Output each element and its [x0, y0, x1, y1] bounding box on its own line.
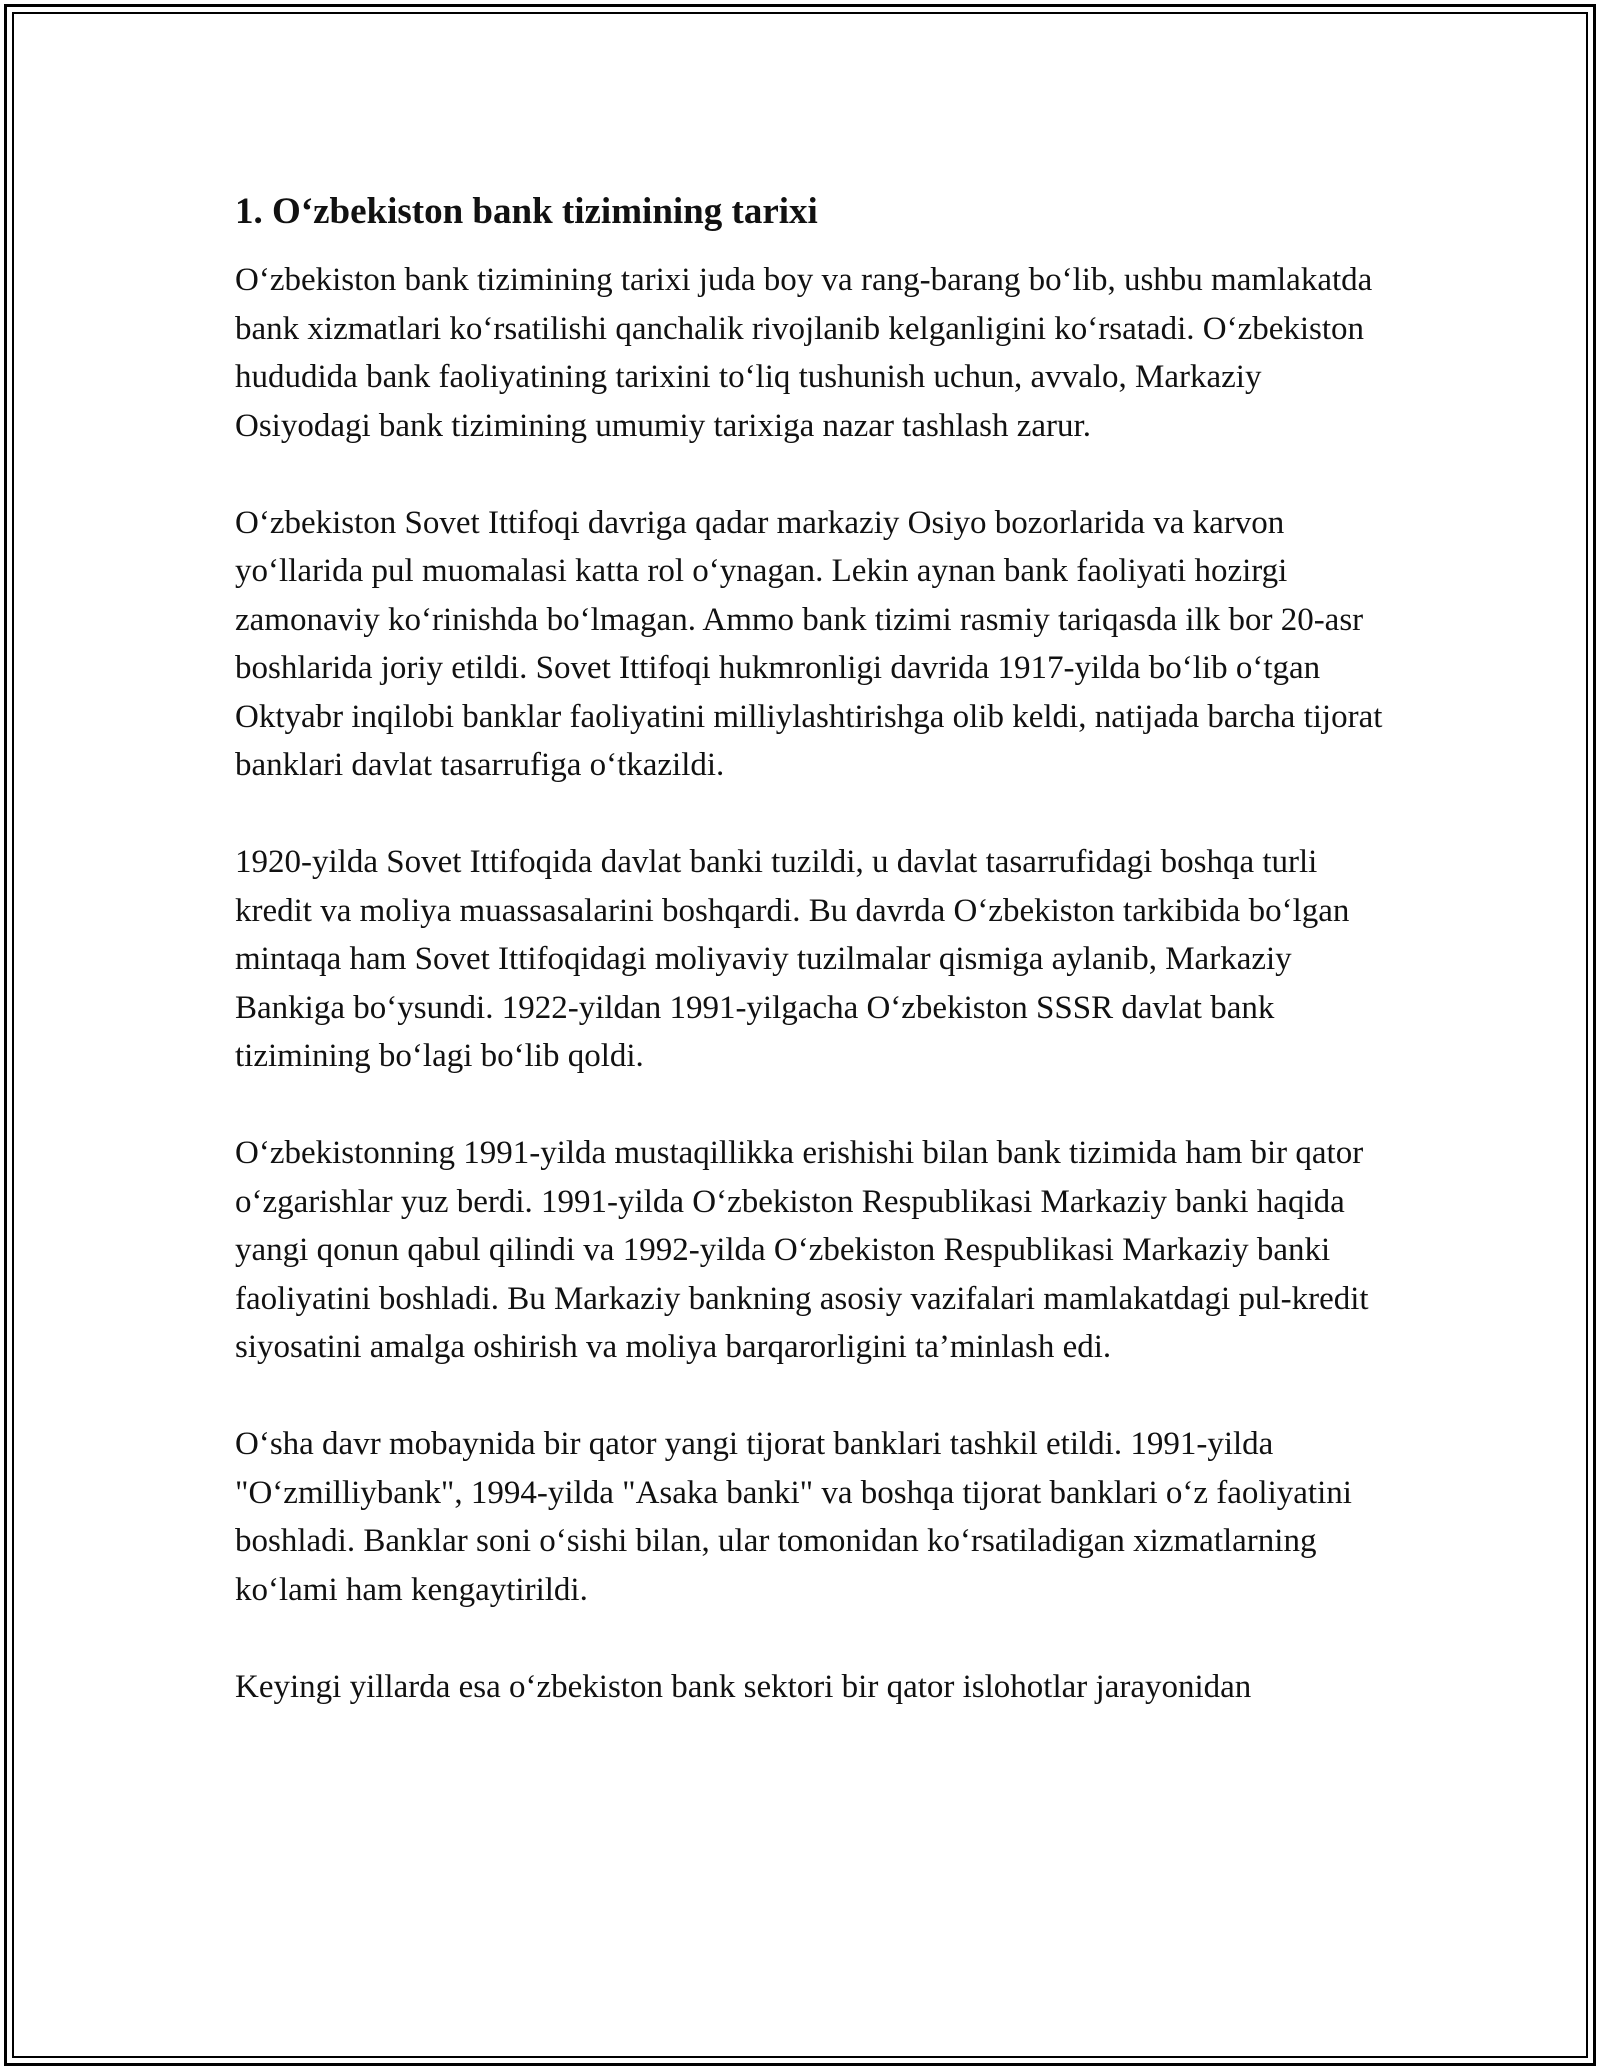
paragraph-4: Oʻzbekistonning 1991-yilda mustaqillikka erishishi bilan bank tizimida ham bir qator oʻzgarishlar yuz berdi. 1991-yilda Oʻzbekiston Respublikasi Markaziy banki haqida yangi qonun qabul qilindi va 1992-yilda Oʻzbekiston Respublikasi Markaziy banki faoliyatini boshladi. Bu Markaziy bankning asosiy vazifalari mamlakatdagi pul-kredit siyosatini amalga oshirish va moliya barqarorligini ta’minlash edi. [235, 1135, 1369, 1365]
paragraph-1: Oʻzbekiston bank tizimining tarixi juda boy va rang-barang boʻlib, ushbu mamlakatda bank xizmatlari koʻrsatilishi qanchalik rivojlanib kelganligini koʻrsatadi. Oʻzbekiston hududida bank faoliyatining tarixini toʻliq tushunish uchun, avvalo, Markaziy Osiyodagi bank tizimining umumiy tarixiga nazar tashlash zarur. [235, 262, 1373, 444]
paragraph-5: Oʻsha davr mobaynida bir qator yangi tijorat banklari tashkil etildi. 1991-yilda "Oʻzmilliybank", 1994-yilda "Asaka banki" va boshqa tijorat banklari oʻz faoliyatini boshladi. Banklar soni oʻsishi bilan, ular tomonidan koʻrsatiladigan xizmatlarning koʻlami ham kengaytirildi. [235, 1426, 1352, 1608]
paragraph-3: 1920-yilda Sovet Ittifoqida davlat banki tuzildi, u davlat tasarrufidagi boshqa turli kredit va moliya muassasalarini boshqardi. Bu davrda Oʻzbekiston tarkibida boʻlgan mintaqa ham Sovet Ittifoqidagi moliyaviy tuzilmalar qismiga aylanib, Markaziy Bankiga boʻysundi. 1922-yildan 1991-yilgacha Oʻzbekiston SSSR davlat bank tizimining boʻlagi boʻlib qoldi. [235, 844, 1350, 1074]
paragraph-6: Keyingi yillarda esa oʻzbekiston bank sektori bir qator islohotlar jarayonidan [235, 1668, 1252, 1705]
document-body [235, 188, 1385, 1711]
section-heading: 1. Oʻzbekiston bank tizimining tarixi [235, 191, 818, 232]
paragraph-2: Oʻzbekiston Sovet Ittifoqi davriga qadar markaziy Osiyo bozorlarida va karvon yoʻllarida pul muomalasi katta rol oʻynagan. Lekin aynan bank faoliyati hozirgi zamonaviy koʻrinishda boʻlmagan. Ammo bank tizimi rasmiy tariqasda ilk bor 20-asr boshlarida joriy etildi. Sovet Ittifoqi hukmronligi davrida 1917-yilda boʻlib oʻtgan Oktyabr inqilobi banklar faoliyatini milliylashtirishga olib keldi, natijada barcha tijorat banklari davlat tasarrufiga oʻtkazildi. [235, 504, 1383, 783]
